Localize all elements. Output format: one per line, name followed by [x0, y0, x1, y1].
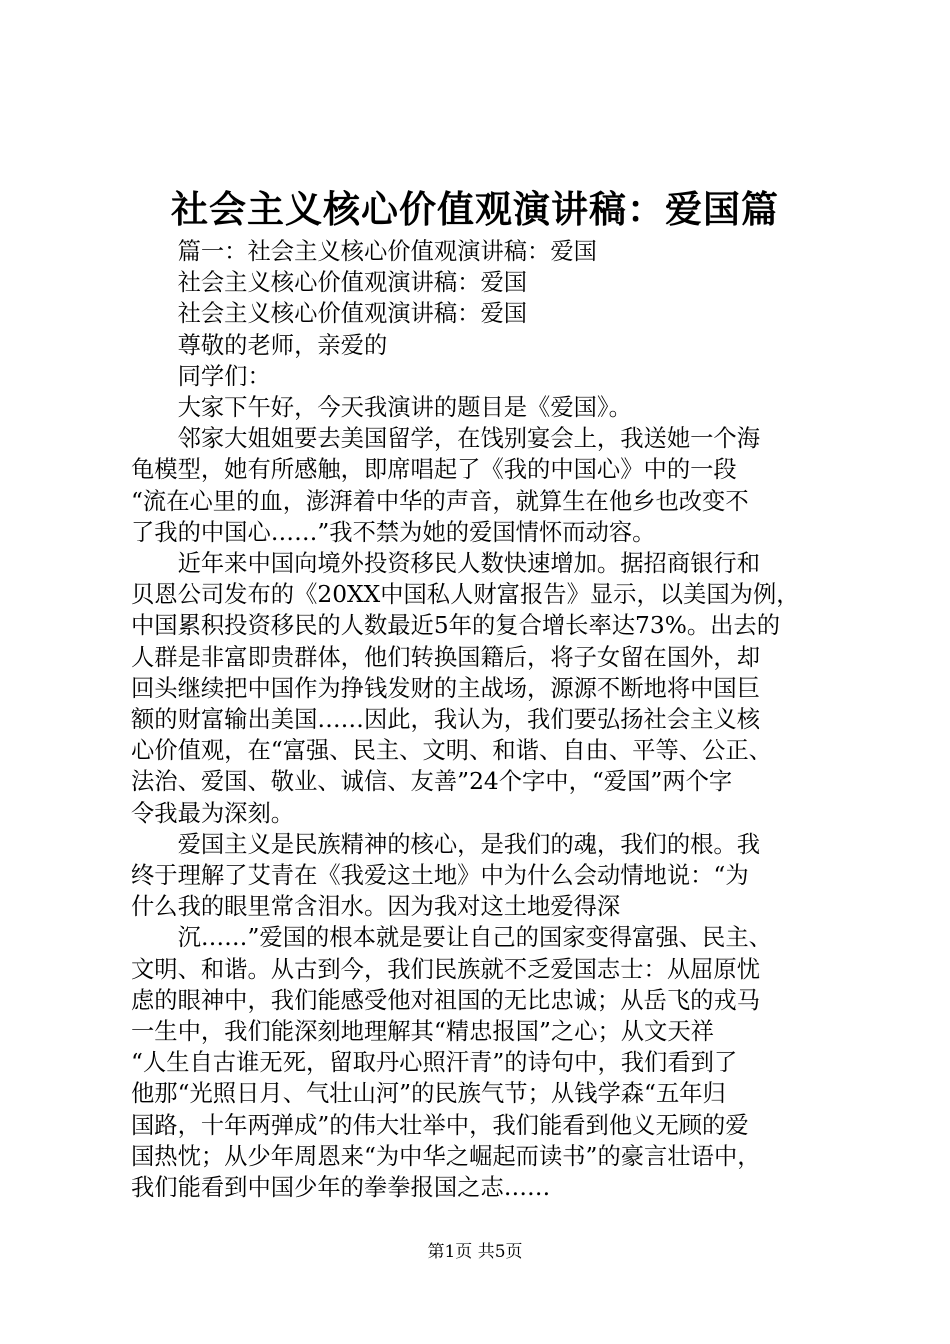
body-line: “流在心里的血，澎湃着中华的声音，就算生在他乡也改变不 [131, 487, 749, 515]
body-line: 什么我的眼里常含泪水。因为我对这土地爱得深 [131, 893, 621, 921]
body-line: 近年来中国向境外投资移民人数快速增加。据招商银行和 [177, 550, 761, 578]
body-line: 我们能看到中国少年的拳拳报国之志…… [131, 1174, 551, 1202]
body-line: “人生自古谁无死，留取丹心照汗青”的诗句中，我们看到了 [131, 1049, 738, 1077]
body-line: 社会主义核心价值观演讲稿：爱国 [177, 269, 528, 297]
body-line: 篇一：社会主义核心价值观演讲稿：爱国 [177, 238, 597, 265]
body-line: 人群是非富即贵群体，他们转换国籍后，将子女留在国外，却 [131, 643, 761, 671]
body-line: 虑的眼神中，我们能感受他对祖国的无比忠诚；从岳飞的戎马 [131, 986, 761, 1014]
document-title: 社会主义核心价值观演讲稿：爱国篇 [171, 187, 779, 231]
body-line: 邻家大姐姐要去美国留学，在饯别宴会上，我送她一个海 [177, 425, 761, 453]
body-line: 国热忱；从少年周恩来“为中华之崛起而读书”的豪言壮语中， [131, 1142, 761, 1170]
body-line: 爱国主义是民族精神的核心，是我们的魂，我们的根。我 [177, 830, 761, 858]
body-line: 社会主义核心价值观演讲稿：爱国 [177, 300, 528, 328]
body-line: 同学们： [177, 362, 271, 390]
body-line: 文明、和谐。从古到今，我们民族就不乏爱国志士：从屈原忧 [131, 955, 761, 983]
body-line: 终于理解了艾青在《我爱这土地》中为什么会动情地说：“为 [131, 862, 749, 890]
body-line: 回头继续把中国作为挣钱发财的主战场，源源不断地将中国巨 [131, 674, 761, 702]
body-line: 法治、爱国、敬业、诚信、友善”24个字中，“爱国”两个字 [131, 768, 733, 796]
body-line: 大家下午好，今天我演讲的题目是《爱国》。 [177, 394, 632, 422]
body-line: 贝恩公司发布的《20XX中国私人财富报告》显示，以美国为例， [131, 581, 800, 609]
body-line: 额的财富输出美国……因此，我认为，我们要弘扬社会主义核 [131, 706, 761, 734]
page-footer: 第1页 共5页 [427, 1242, 523, 1262]
body-line: 沉……”爱国的根本就是要让自己的国家变得富强、民主、 [177, 924, 772, 952]
body-line: 尊敬的老师，亲爱的 [177, 331, 388, 359]
body-line: 了我的中国心……”我不禁为她的爱国情怀而动容。 [131, 518, 656, 546]
body-line: 令我最为深刻。 [131, 799, 295, 827]
body-line: 国路，十年两弹成”的伟大壮举中，我们能看到他义无顾的爱 [131, 1111, 749, 1139]
body-line: 中国累积投资移民的人数最近5年的复合增长率达73%。出去的 [131, 612, 781, 640]
body-line: 龟模型，她有所感触，即席唱起了《我的中国心》中的一段 [131, 456, 737, 484]
body-line: 他那“光照日月、气壮山河”的民族气节；从钱学森“五年归 [131, 1080, 726, 1108]
body-line: 一生中，我们能深刻地理解其“精忠报国”之心；从文天祥 [131, 1018, 714, 1046]
body-line: 心价值观，在“富强、民主、文明、和谐、自由、平等、公正、 [131, 737, 772, 765]
document-body [131, 236, 831, 1203]
